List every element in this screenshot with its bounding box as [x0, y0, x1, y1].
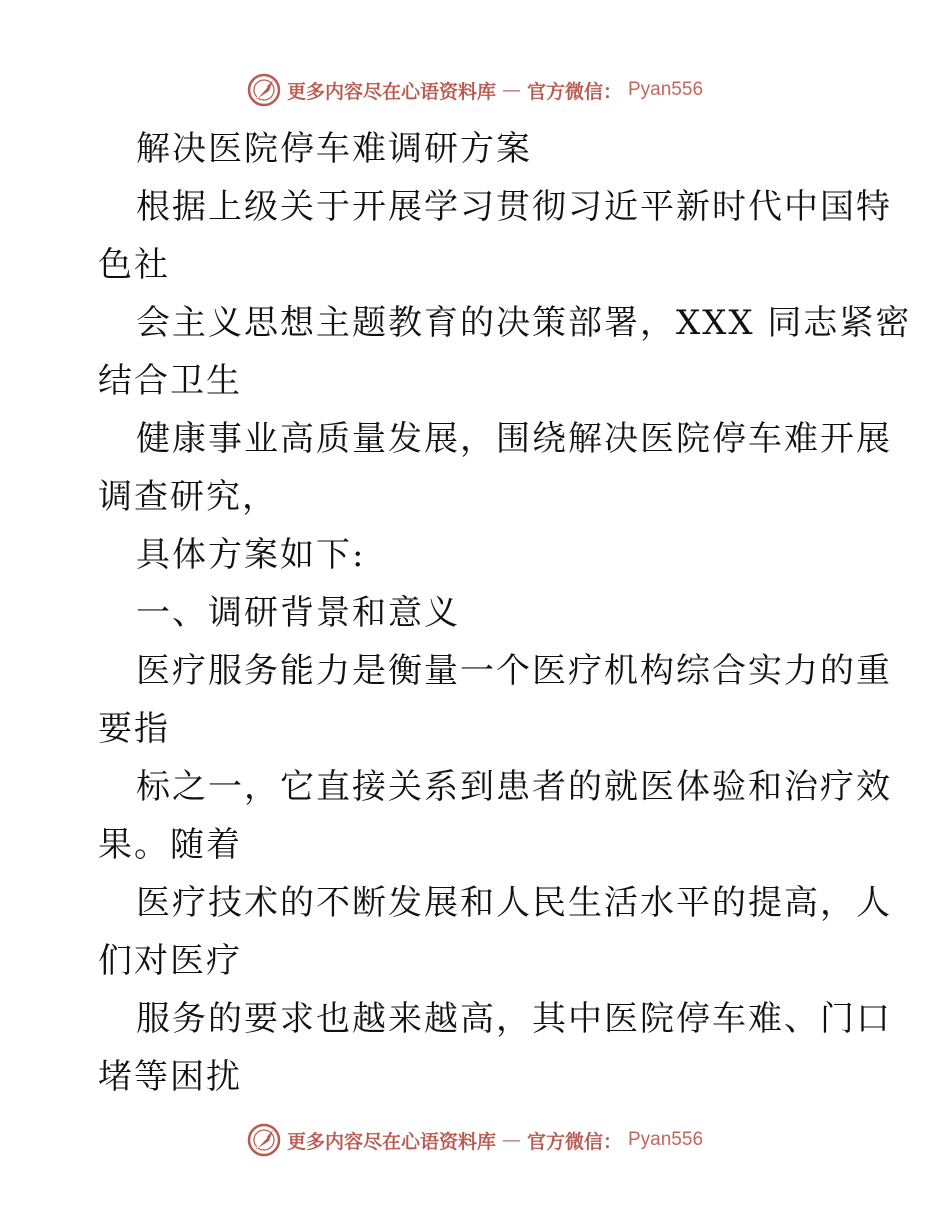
paragraph-line: 们对医疗 — [98, 941, 242, 981]
paragraph-line: 医疗技术的不断发展和人民生活水平的提高，人 — [136, 883, 892, 923]
paragraph-line: 果。随着 — [98, 825, 242, 865]
paragraph-line: 要指 — [98, 709, 170, 749]
paragraph-line: 会主义思想主题教育的决策部署，XXX 同志紧密 — [136, 303, 912, 343]
paragraph-line: 调查研究， — [98, 477, 278, 517]
paragraph-line: 色社 — [98, 245, 170, 285]
watermark-label: 官方微信： — [526, 80, 622, 103]
quill-logo-icon — [247, 1123, 281, 1157]
document-title: 解决医院停车难调研方案 — [136, 129, 532, 169]
paragraph-line: 医疗服务能力是衡量一个医疗机构综合实力的重 — [136, 651, 892, 691]
watermark-id: Pyan556 — [628, 1129, 704, 1150]
paragraph-line: 结合卫生 — [98, 361, 242, 401]
paragraph-line: 具体方案如下: — [136, 535, 366, 575]
watermark-separator: — — [501, 79, 521, 101]
watermark-id: Pyan556 — [628, 79, 704, 100]
document-body — [98, 120, 912, 1106]
paragraph-line: 标之一，它直接关系到患者的就医体验和治疗效 — [136, 767, 892, 807]
watermark-text: 更多内容尽在心语资料库 — [286, 80, 496, 103]
section-heading: 一、调研背景和意义 — [136, 593, 460, 633]
paragraph-line: 健康事业高质量发展，围绕解决医院停车难开展 — [136, 419, 892, 459]
quill-logo-icon — [247, 73, 281, 107]
watermark-separator: — — [501, 1129, 521, 1151]
paragraph-line: 堵等困扰 — [98, 1057, 242, 1097]
watermark-text: 更多内容尽在心语资料库 — [286, 1130, 496, 1153]
paragraph-line: 根据上级关于开展学习贯彻习近平新时代中国特 — [136, 187, 892, 227]
watermark-banner-top — [0, 70, 950, 110]
watermark-banner-bottom — [0, 1120, 950, 1160]
watermark-label: 官方微信： — [526, 1130, 622, 1153]
paragraph-line: 服务的要求也越来越高，其中医院停车难、门口 — [136, 999, 892, 1039]
